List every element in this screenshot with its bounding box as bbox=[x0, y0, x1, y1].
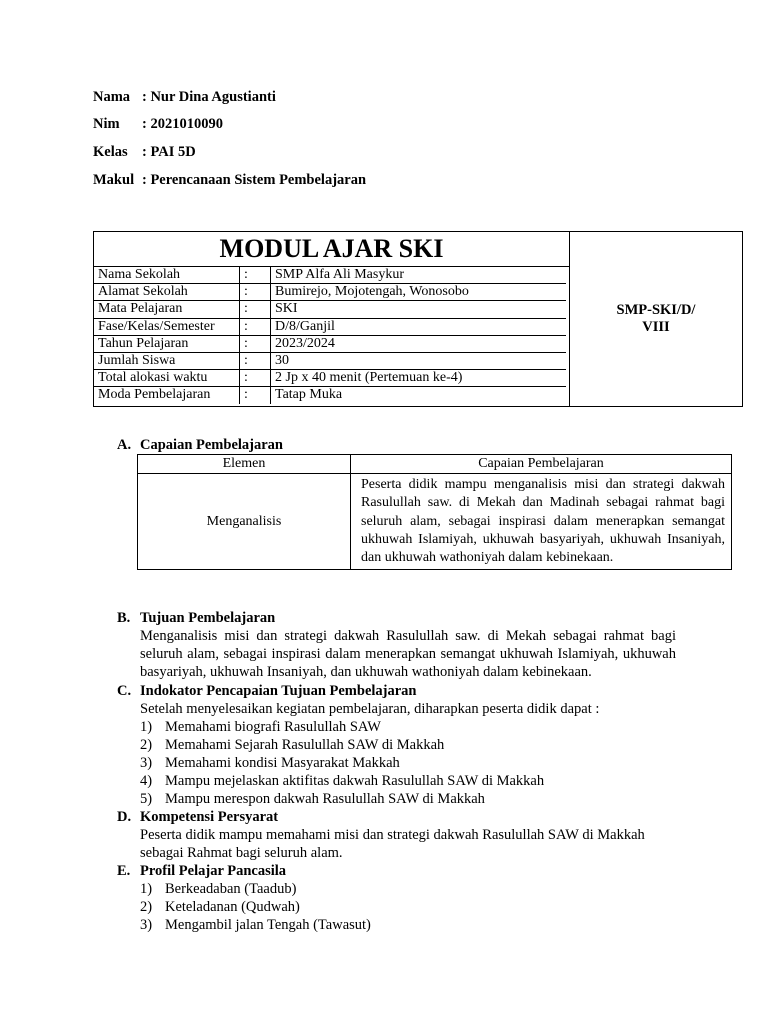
module-info-table bbox=[94, 267, 566, 404]
section-title: Kompetensi Persyarat bbox=[140, 809, 279, 825]
table-header-row bbox=[138, 455, 732, 474]
list-text: Keteladanan (Qudwah) bbox=[165, 899, 300, 915]
info-label: Alamat Sekolah bbox=[94, 284, 240, 301]
info-sep: : bbox=[240, 370, 271, 387]
list-number: 2) bbox=[140, 899, 153, 915]
list-item bbox=[140, 736, 640, 754]
list-text: Memahami Sejarah Rasulullah SAW di Makkah bbox=[165, 737, 445, 753]
section-letter: C. bbox=[117, 683, 132, 699]
identity-label: Kelas bbox=[93, 144, 128, 160]
identity-label: Nama bbox=[93, 89, 131, 105]
section-letter: E. bbox=[117, 863, 131, 879]
elemen-cell: Menganalisis bbox=[138, 474, 351, 570]
section-title: Tujuan Pembelajaran bbox=[140, 610, 276, 626]
info-sep: : bbox=[240, 318, 271, 335]
info-value: 2023/2024 bbox=[271, 335, 567, 352]
list-item bbox=[140, 898, 540, 916]
module-info-panel bbox=[94, 232, 570, 406]
list-number: 5) bbox=[140, 791, 153, 807]
info-label: Jumlah Siswa bbox=[94, 352, 240, 369]
identity-nama bbox=[93, 88, 276, 106]
info-value: SMP Alfa Ali Masykur bbox=[271, 267, 567, 284]
section-e-list bbox=[140, 880, 540, 934]
section-b-text: Menganalisis misi dan strategi dakwah Rasulullah saw. di Mekah sebagai rahmat bagi seluruh alam, sebagai inspirasi dalam menerapkan semangat ukhuwah Islamiyah, ukhuwah basyariyah, ukhuwah Insaniyah, dan ukhuwah wathoniyah dalam kebinekaan. bbox=[140, 628, 676, 680]
table-row bbox=[94, 387, 566, 404]
info-sep: : bbox=[240, 267, 271, 284]
section-c-list bbox=[140, 718, 640, 808]
section-c-intro: Setelah menyelesaikan kegiatan pembelajaran, diharapkan peserta didik dapat : bbox=[140, 701, 600, 717]
list-text: Mampu mejelaskan aktifitas dakwah Rasulullah SAW di Makkah bbox=[165, 773, 545, 789]
info-label: Nama Sekolah bbox=[94, 267, 240, 284]
list-text: Mengambil jalan Tengah (Tawasut) bbox=[165, 917, 371, 933]
list-number: 3) bbox=[140, 917, 153, 933]
section-title: Capaian Pembelajaran bbox=[140, 437, 283, 453]
info-value: Bumirejo, Mojotengah, Wonosobo bbox=[271, 284, 567, 301]
identity-makul bbox=[93, 171, 367, 189]
identity-nim bbox=[93, 115, 223, 133]
info-sep: : bbox=[240, 301, 271, 318]
module-code bbox=[570, 232, 742, 406]
info-value: SKI bbox=[271, 301, 567, 318]
column-header-capaian: Capaian Pembelajaran bbox=[351, 455, 732, 474]
table-row bbox=[94, 335, 566, 352]
info-sep: : bbox=[240, 284, 271, 301]
list-number: 3) bbox=[140, 755, 153, 771]
list-number: 4) bbox=[140, 773, 153, 789]
capaian-cell: Peserta didik mampu menganalisis misi dan strategi dakwah Rasulullah saw. di Mekah dan Madinah sebagai rahmat bagi seluruh alam, sebagai inspirasi dalam menerapkan semangat ukhuwah Islamiyah, ukhuwah basyariyah, ukhuwah Insaniyah, dan ukhuwah wathoniyah dalam kebinekaan. bbox=[351, 474, 732, 570]
list-number: 2) bbox=[140, 737, 153, 753]
identity-value: : PAI 5D bbox=[142, 144, 196, 160]
identity-value: : Nur Dina Agustianti bbox=[142, 89, 276, 105]
module-title: MODUL AJAR SKI bbox=[94, 232, 569, 267]
list-item bbox=[140, 790, 640, 808]
identity-label: Makul bbox=[93, 172, 135, 188]
list-item bbox=[140, 880, 540, 898]
module-code-line1: SMP-SKI/D/ bbox=[616, 302, 696, 318]
table-row bbox=[94, 267, 566, 284]
list-item bbox=[140, 772, 640, 790]
info-sep: : bbox=[240, 335, 271, 352]
table-row bbox=[94, 352, 566, 369]
section-title: Profil Pelajar Pancasila bbox=[140, 863, 287, 879]
list-number: 1) bbox=[140, 719, 153, 735]
list-item bbox=[140, 718, 640, 736]
identity-value: : Perencanaan Sistem Pembelajaran bbox=[142, 172, 367, 188]
table-row bbox=[94, 370, 566, 387]
module-header-box bbox=[93, 231, 743, 407]
table-row bbox=[138, 474, 732, 570]
info-value: D/8/Ganjil bbox=[271, 318, 567, 335]
info-label: Total alokasi waktu bbox=[94, 370, 240, 387]
info-sep: : bbox=[240, 387, 271, 404]
info-label: Moda Pembelajaran bbox=[94, 387, 240, 404]
identity-label: Nim bbox=[93, 116, 120, 132]
identity-value: : 2021010090 bbox=[142, 116, 223, 132]
list-text: Memahami biografi Rasulullah SAW bbox=[165, 719, 381, 735]
info-value: 30 bbox=[271, 352, 567, 369]
table-row bbox=[94, 284, 566, 301]
section-letter: B. bbox=[117, 610, 131, 626]
info-label: Mata Pelajaran bbox=[94, 301, 240, 318]
list-number: 1) bbox=[140, 881, 153, 897]
list-item bbox=[140, 754, 640, 772]
list-text: Berkeadaban (Taadub) bbox=[165, 881, 297, 897]
info-label: Fase/Kelas/Semester bbox=[94, 318, 240, 335]
info-sep: : bbox=[240, 352, 271, 369]
info-value: 2 Jp x 40 menit (Pertemuan ke-4) bbox=[271, 370, 567, 387]
table-row bbox=[94, 318, 566, 335]
table-row bbox=[94, 301, 566, 318]
identity-kelas bbox=[93, 143, 196, 161]
section-letter: D. bbox=[117, 809, 132, 825]
list-text: Mampu merespon dakwah Rasulullah SAW di Makkah bbox=[165, 791, 485, 807]
section-letter: A. bbox=[117, 437, 132, 453]
capaian-table bbox=[137, 454, 732, 570]
info-value: Tatap Muka bbox=[271, 387, 567, 404]
column-header-elemen: Elemen bbox=[138, 455, 351, 474]
section-title: Indokator Pencapaian Tujuan Pembelajaran bbox=[140, 683, 417, 699]
list-text: Memahami kondisi Masyarakat Makkah bbox=[165, 755, 400, 771]
list-item bbox=[140, 916, 540, 934]
info-label: Tahun Pelajaran bbox=[94, 335, 240, 352]
module-code-line2: VIII bbox=[642, 319, 670, 335]
section-d-text: Peserta didik mampu memahami misi dan strategi dakwah Rasulullah SAW di Makkah sebagai Rahmat bagi seluruh alam. bbox=[140, 827, 645, 861]
